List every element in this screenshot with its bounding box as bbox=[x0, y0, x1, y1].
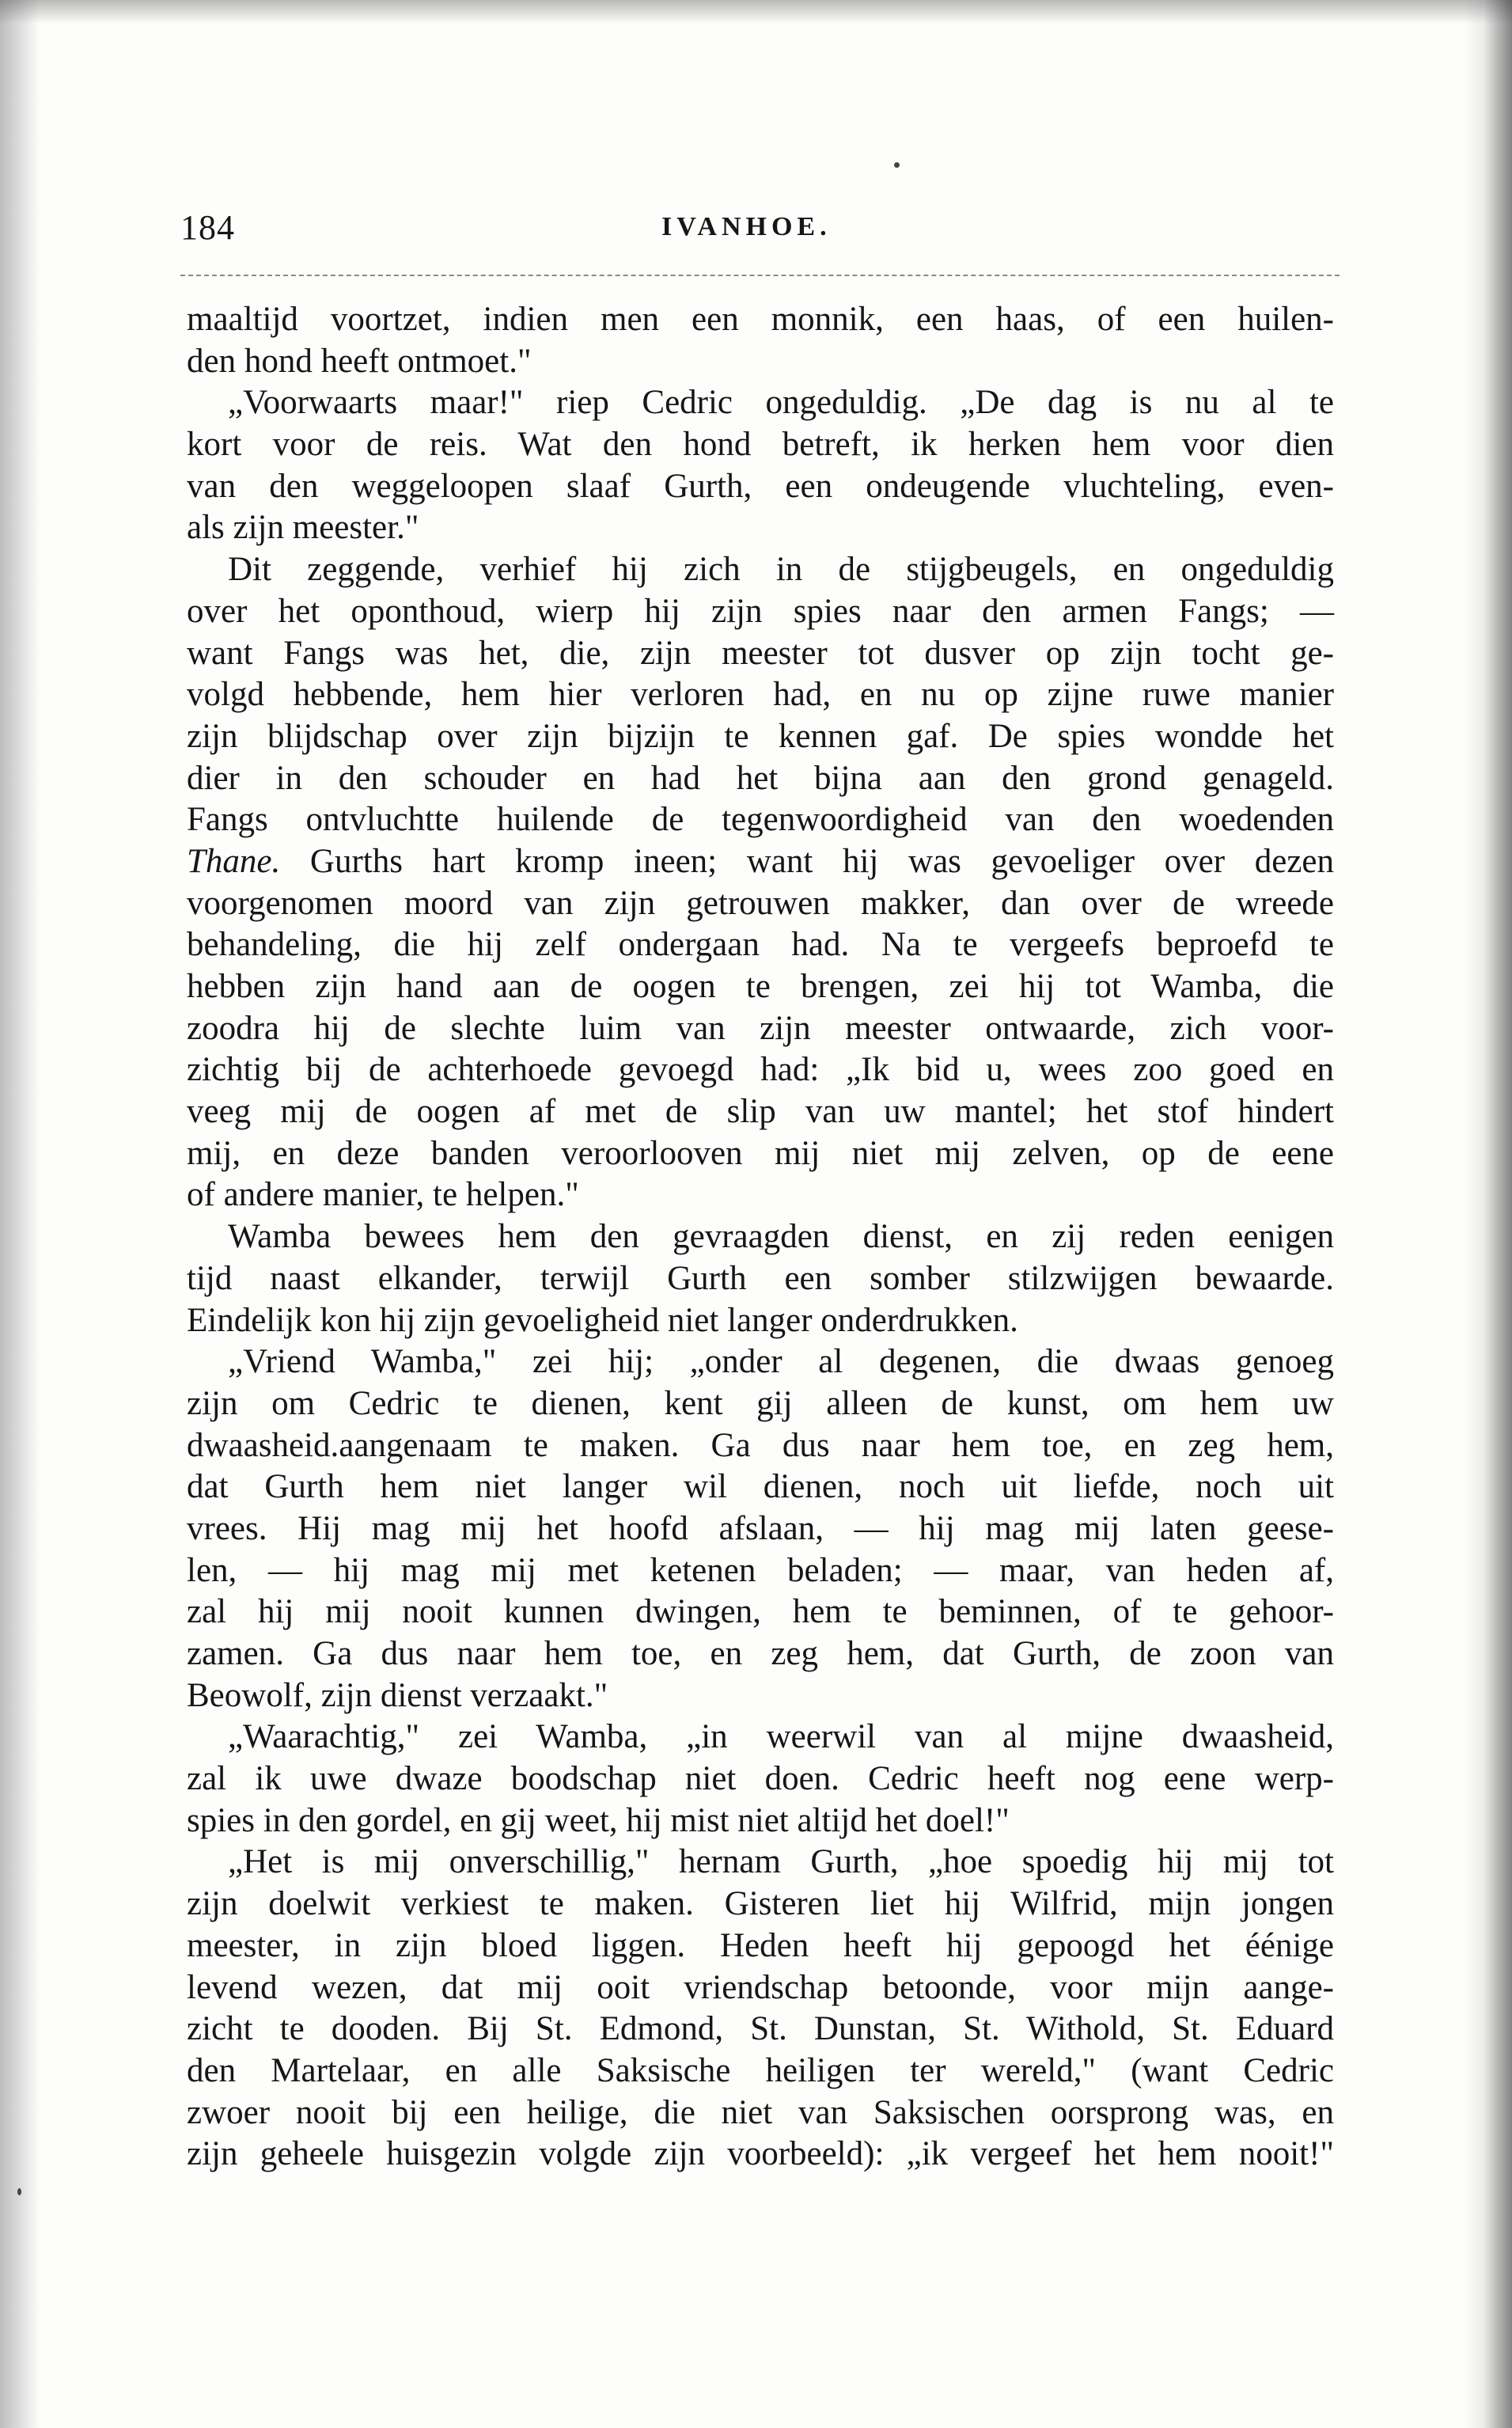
text-line: hebben zijn hand aan de oogen te brengen, zei hij tot Wamba, die bbox=[187, 968, 1334, 1005]
text-line: meester, in zijn bloed liggen. Heden heeft hij gepoogd het éénige bbox=[187, 1926, 1334, 1964]
text-line: mij, en deze banden veroorlooven mij niet mij zelven, op de eene bbox=[187, 1134, 1334, 1172]
text-line: „Voorwaarts maar!" riep Cedric ongeduldig. „De dag is nu al te bbox=[228, 384, 1334, 422]
page-header bbox=[180, 207, 1367, 263]
scan-edge-left bbox=[0, 0, 40, 2428]
scan-edge-right bbox=[1465, 0, 1512, 2428]
text-line: „Het is mij onverschillig," hernam Gurth, „hoe spoedig hij mij tot bbox=[228, 1843, 1334, 1881]
text-line: dier in den schouder en had het bijna aan den grond genageld. bbox=[187, 759, 1334, 797]
scan-speck bbox=[894, 162, 900, 168]
text-line: over het oponthoud, wierp hij zijn spies naar den armen Fangs; — bbox=[187, 592, 1334, 630]
text-line: Eindelijk kon hij zijn gevoeligheid niet langer onderdrukken. bbox=[187, 1301, 1018, 1339]
scan-speck bbox=[17, 2188, 21, 2195]
text-line: van den weggeloopen slaaf Gurth, een ondeugende vluchteling, even- bbox=[187, 467, 1334, 505]
scan-edge-top bbox=[0, 0, 1512, 24]
text-line: den Martelaar, en alle Saksische heiligen ter wereld," (want Cedric bbox=[187, 2051, 1334, 2089]
text-line: voorgenomen moord van zijn getrouwen makker, dan over de wreede bbox=[187, 884, 1334, 922]
text-line: zal hij mij nooit kunnen dwingen, hem te beminnen, of te gehoor- bbox=[187, 1593, 1334, 1631]
text-line: zamen. Ga dus naar hem toe, en zeg hem, dat Gurth, de zoon van bbox=[187, 1635, 1334, 1672]
text-line: veeg mij de oogen af met de slip van uw mantel; het stof hindert bbox=[187, 1093, 1334, 1131]
text-line: als zijn meester." bbox=[187, 509, 419, 547]
text-line: levend wezen, dat mij ooit vriendschap betoonde, voor mijn aange- bbox=[187, 1968, 1334, 2006]
text-line: zicht te dooden. Bij St. Edmond, St. Dunstan, St. Withold, St. Eduard bbox=[187, 2010, 1334, 2048]
text-line: dwaasheid.aangenaam te maken. Ga dus naar hem toe, en zeg hem, bbox=[187, 1426, 1334, 1464]
text-line: dat Gurth hem niet langer wil dienen, noch uit liefde, noch uit bbox=[187, 1468, 1334, 1506]
text-line: zijn geheele huisgezin volgde zijn voorbeeld): „ik vergeef het hem nooit!" bbox=[187, 2135, 1334, 2173]
text-line: „Waarachtig," zei Wamba, „in weerwil van al mijne dwaasheid, bbox=[228, 1718, 1334, 1756]
text-line: maaltijd voortzet, indien men een monnik, een haas, of een huilen- bbox=[187, 301, 1334, 338]
text-line: behandeling, die hij zelf ondergaan had. Na te vergeefs beproefd te bbox=[187, 926, 1334, 964]
text-line: Beowolf, zijn dienst verzaakt." bbox=[187, 1676, 608, 1714]
thane-continuation: Gurths hart kromp ineen; want hij was gevoeliger over dezen bbox=[280, 842, 1334, 880]
body-text bbox=[187, 299, 1334, 2176]
text-line: zichtig bij de achterhoede gevoegd had: „Ik bid u, wees zoo goed en bbox=[187, 1051, 1334, 1089]
thane-word: Thane. bbox=[187, 842, 281, 880]
header-rule bbox=[180, 275, 1340, 276]
text-line: zwoer nooit bij een heilige, die niet van Saksischen oorsprong was, en bbox=[187, 2093, 1334, 2131]
running-title: IVANHOE. bbox=[661, 212, 832, 241]
text-line: zijn doelwit verkiest te maken. Gisteren liet hij Wilfrid, mijn jongen bbox=[187, 1885, 1334, 1923]
text-line: len, — hij mag mij met ketenen beladen; — maar, van heden af, bbox=[187, 1551, 1334, 1589]
text-line: spies in den gordel, en gij weet, hij mist niet altijd het doel!" bbox=[187, 1801, 1010, 1839]
text-line: kort voor de reis. Wat den hond betreft, ik herken hem voor dien bbox=[187, 426, 1334, 464]
text-line: vrees. Hij mag mij het hoofd afslaan, — hij mag mij laten geese- bbox=[187, 1509, 1334, 1547]
text-line: zoodra hij de slechte luim van zijn meester ontwaarde, zich voor- bbox=[187, 1009, 1334, 1047]
text-line: „Vriend Wamba," zei hij; „onder al degenen, die dwaas genoeg bbox=[228, 1343, 1334, 1381]
text-line: Wamba bewees hem den gevraagden dienst, en zij reden eenigen bbox=[228, 1218, 1334, 1256]
text-line: den hond heeft ontmoet." bbox=[187, 342, 532, 380]
text-line: want Fangs was het, die, zijn meester tot dusver op zijn tocht ge- bbox=[187, 634, 1334, 672]
text-line: Fangs ontvluchtte huilende de tegenwoordigheid van den woedenden bbox=[187, 801, 1334, 839]
page-number: 184 bbox=[180, 208, 235, 247]
text-line: Dit zeggende, verhief hij zich in de stijgbeugels, en ongeduldig bbox=[228, 551, 1334, 589]
text-line: zal ik uwe dwaze boodschap niet doen. Cedric heeft nog eene werp- bbox=[187, 1760, 1334, 1798]
text-line: volgd hebbende, hem hier verloren had, en nu op zijne ruwe manier bbox=[187, 676, 1334, 714]
text-line: zijn om Cedric te dienen, kent gij alleen de kunst, om hem uw bbox=[187, 1384, 1334, 1422]
text-line: of andere manier, te helpen." bbox=[187, 1176, 579, 1214]
text-line bbox=[187, 841, 1334, 883]
text-line: zijn blijdschap over zijn bijzijn te kennen gaf. De spies wondde het bbox=[187, 717, 1334, 755]
text-line: tijd naast elkander, terwijl Gurth een somber stilzwijgen bewaarde. bbox=[187, 1259, 1334, 1297]
